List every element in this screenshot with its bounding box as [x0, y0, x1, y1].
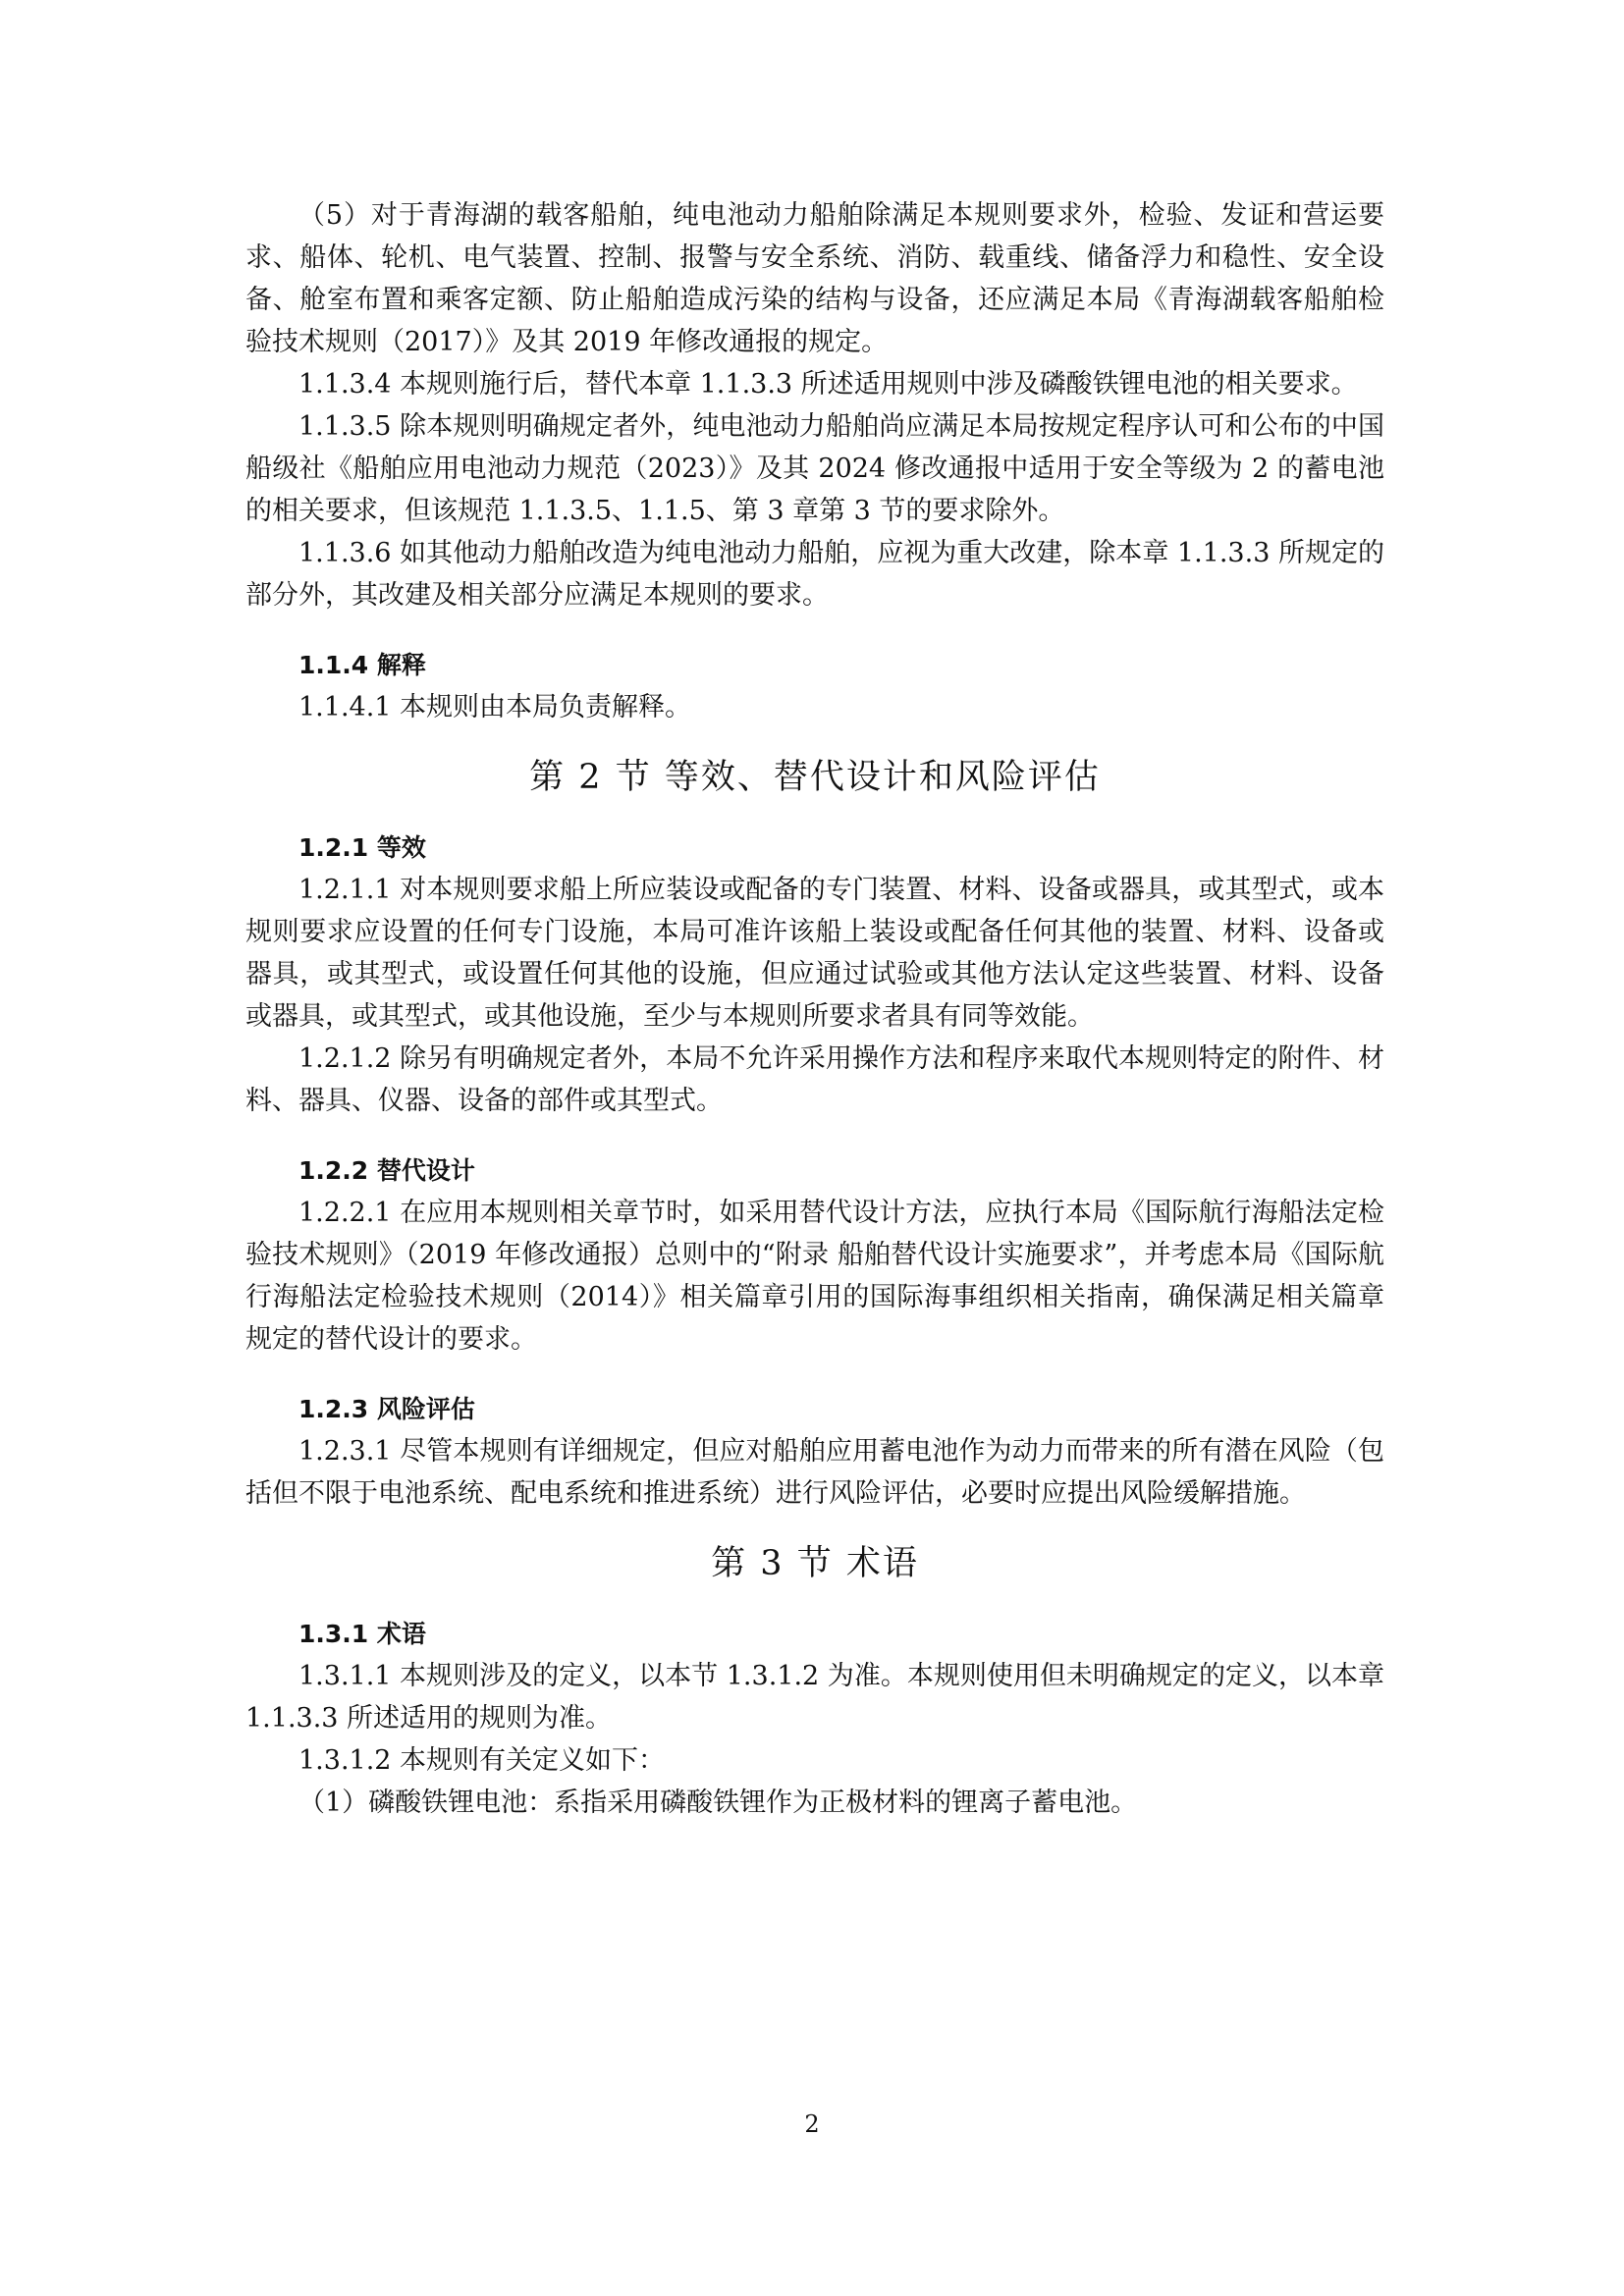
paragraph-1-2-1-1: 1.2.1.1 对本规则要求船上所应装设或配备的专门装置、材料、设备或器具，或其型式，或本规则要求应设置的任何专门设施，本局可准许该船上装设或配备任何其他的装置、材料、设备或器具，或其型式，或设置任何其他的设施，但应通过试验或其他方法认定这些装置、材料、设备或器具，或其型式，或其他设施，至少与本规则所要求者具有同等效能。 — [245, 875, 1384, 1032]
paragraph-1-2-1-2: 1.2.1.2 除另有明确规定者外，本局不允许采用操作方法和程序来取代本规则特定的附件、材料、器具、仪器、设备的部件或其型式。 — [245, 1043, 1384, 1116]
definition-item-1: （1）磷酸铁锂电池：系指采用磷酸铁锂作为正极材料的锂离子蓄电池。 — [298, 1788, 1138, 1818]
paragraph-1-1-3-5: 1.1.3.5 除本规则明确规定者外，纯电池动力船舶尚应满足本局按规定程序认可和公布的中国船级社《船舶应用电池动力规范（2023）》及其 2024 修改通报中适用于安全等级为 2 的蓄电池的相关要求，但该规范 1.1.3.5、1.1.5、第 3 章第 3 节的要求除外。 — [245, 411, 1384, 526]
heading-1-2-3: 1.2.3 风险评估 — [298, 1395, 475, 1423]
section-title-3: 第 3 节 术语 — [711, 1544, 919, 1583]
heading-1-2-2: 1.2.2 替代设计 — [298, 1156, 475, 1185]
paragraph-1-2-3-1: 1.2.3.1 尽管本规则有详细规定，但应对船舶应用蓄电池作为动力而带来的所有潜在风险（包括但不限于电池系统、配电系统和推进系统）进行风险评估，必要时应提出风险缓解措施。 — [245, 1436, 1384, 1509]
paragraph-1-1-3-4: 1.1.3.4 本规则施行后，替代本章 1.1.3.3 所述适用规则中涉及磷酸铁锂电池的相关要求。 — [298, 369, 1358, 400]
heading-1-2-1: 1.2.1 等效 — [298, 833, 426, 862]
page-number: 2 — [804, 2110, 820, 2138]
paragraph-1-2-2-1: 1.2.2.1 在应用本规则相关章节时，如采用替代设计方法，应执行本局《国际航行海船法定检验技术规则》（2019 年修改通报）总则中的“附录 船舶替代设计实施要求”，并考虑本局《国际航行海船法定检验技术规则（2014）》相关篇章引用的国际海事组织相关指南，确保满足相关篇章规定的替代设计的要求。 — [245, 1198, 1384, 1355]
page-content — [245, 194, 1384, 1824]
heading-1-3-1: 1.3.1 术语 — [298, 1620, 426, 1648]
paragraph-1-3-1-2: 1.3.1.2 本规则有关定义如下： — [298, 1745, 666, 1776]
paragraph-1-3-1-1: 1.3.1.1 本规则涉及的定义，以本节 1.3.1.2 为准。本规则使用但未明确规定的定义，以本章 1.1.3.3 所述适用的规则为准。 — [245, 1661, 1384, 1734]
heading-1-1-4: 1.1.4 解释 — [298, 651, 426, 679]
section-title-2: 第 2 节 等效、替代设计和风险评估 — [529, 758, 1101, 797]
paragraph-1-1-4-1: 1.1.4.1 本规则由本局负责解释。 — [298, 692, 692, 722]
paragraph-1-1-3-6: 1.1.3.6 如其他动力船舶改造为纯电池动力船舶，应视为重大改建，除本章 1.1.3.3 所规定的部分外，其改建及相关部分应满足本规则的要求。 — [245, 538, 1384, 611]
paragraph-qinghai-lake: （5）对于青海湖的载客船舶，纯电池动力船舶除满足本规则要求外，检验、发证和营运要求、船体、轮机、电气装置、控制、报警与安全系统、消防、载重线、储备浮力和稳性、安全设备、舱室布置和乘客定额、防止船舶造成污染的结构与设备，还应满足本局《青海湖载客船舶检验技术规则（2017）》及其 2019 年修改通报的规定。 — [245, 200, 1384, 357]
